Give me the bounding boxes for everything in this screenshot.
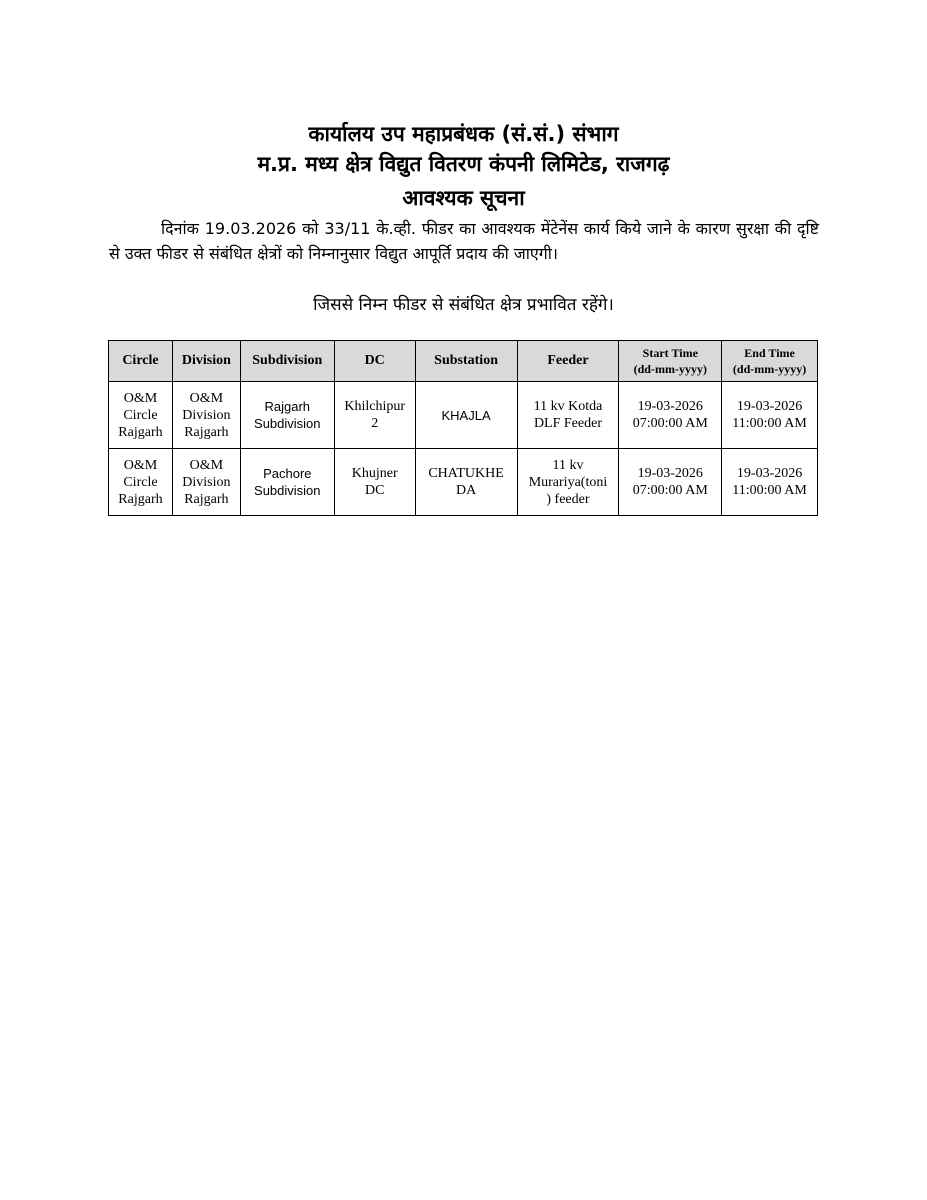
notice-paragraph: दिनांक 19.03.2026 को 33/11 के.व्ही. फीडर का आवश्यक मेंटेनेंस कार्य किये जाने के कारण सुरक्षा की दृष्टि से उक्त फीडर से संबंधित क्षेत्रों को निम्नानुसार विद्युत आपूर्ति प्रदाय की जाएगी। [109,219,819,263]
cell-feeder [517,382,619,449]
header-subdivision: Subdivision [240,341,334,382]
cell-text: Khilchipur [344,399,406,414]
cell-text: 11:00:00 AM [732,483,807,498]
cell-end-time [722,449,818,516]
cell-text: 19-03-2026 [637,399,703,414]
affected-areas-line: जिससे निम्न फीडर से संबंधित क्षेत्र प्रभावित रहेंगे। [313,295,614,315]
cell-feeder [517,449,619,516]
cell-subdivision [240,382,334,449]
cell-circle [109,382,173,449]
office-title: कार्यालय उप महाप्रबंधक (सं.सं.) संभाग [308,122,619,146]
header-dc: DC [334,341,415,382]
cell-text: 2 [371,416,379,431]
cell-text: 19-03-2026 [637,466,703,481]
cell-text: Khujner [351,466,398,481]
table-header-row [109,341,818,382]
cell-dc [334,382,415,449]
cell-text: Rajgarh [184,424,229,440]
cell-text: Circle [123,474,158,490]
shutdown-schedule-table [108,340,818,516]
table-row [109,449,818,516]
cell-subdivision [240,449,334,516]
cell-text: Subdivision [254,416,321,431]
cell-text: CHATUKHE [428,466,504,481]
company-title: म.प्र. मध्य क्षेत्र विद्युत वितरण कंपनी लिमिटेड, राजगढ़ [257,152,670,176]
table-row [109,382,818,449]
header-start-time [619,341,722,382]
cell-text: Pachore [263,466,312,481]
header-start-time-label: Start Time [642,346,698,360]
cell-start-time [619,449,722,516]
header-end-time-format: (dd-mm-yyyy) [732,362,807,376]
cell-text: O&M [123,457,158,473]
header-division: Division [172,341,240,382]
cell-text: 11 kv Kotda [533,399,603,414]
notice-title: आवश्यक सूचना [402,186,525,210]
cell-text: 11 kv [552,457,584,473]
cell-substation [415,449,517,516]
header-end-time [722,341,818,382]
header-end-time-label: End Time [744,346,795,360]
cell-text: Division [182,474,231,490]
cell-text: Rajgarh [184,491,229,507]
cell-text: Rajgarh [118,424,163,440]
cell-text: DA [455,483,477,498]
header-substation: Substation [415,341,517,382]
cell-text: DC [364,483,385,498]
header-circle: Circle [109,341,173,382]
cell-dc [334,449,415,516]
header-start-time-format: (dd-mm-yyyy) [633,362,707,376]
cell-text: Murariya(toni [528,474,608,490]
cell-circle [109,449,173,516]
cell-text: 07:00:00 AM [632,416,708,431]
cell-text: O&M [189,457,224,473]
cell-text: Circle [123,407,158,423]
cell-text: Rajgarh [118,491,163,507]
cell-text: O&M [189,390,224,406]
cell-text: 19-03-2026 [736,399,803,414]
cell-text: ) feeder [546,491,590,507]
cell-end-time [722,382,818,449]
cell-substation [415,382,517,449]
cell-text: 07:00:00 AM [632,483,708,498]
cell-text: Subdivision [254,483,321,498]
cell-division [172,382,240,449]
cell-text: 19-03-2026 [736,466,803,481]
cell-start-time [619,382,722,449]
header-feeder: Feeder [517,341,619,382]
cell-text: DLF Feeder [533,416,602,431]
cell-text: Division [182,407,231,423]
cell-text: O&M [123,390,158,406]
cell-text: Rajgarh [264,399,311,414]
cell-text: 11:00:00 AM [732,416,807,431]
table-body [109,382,818,516]
cell-division [172,449,240,516]
cell-text: KHAJLA [441,407,491,423]
